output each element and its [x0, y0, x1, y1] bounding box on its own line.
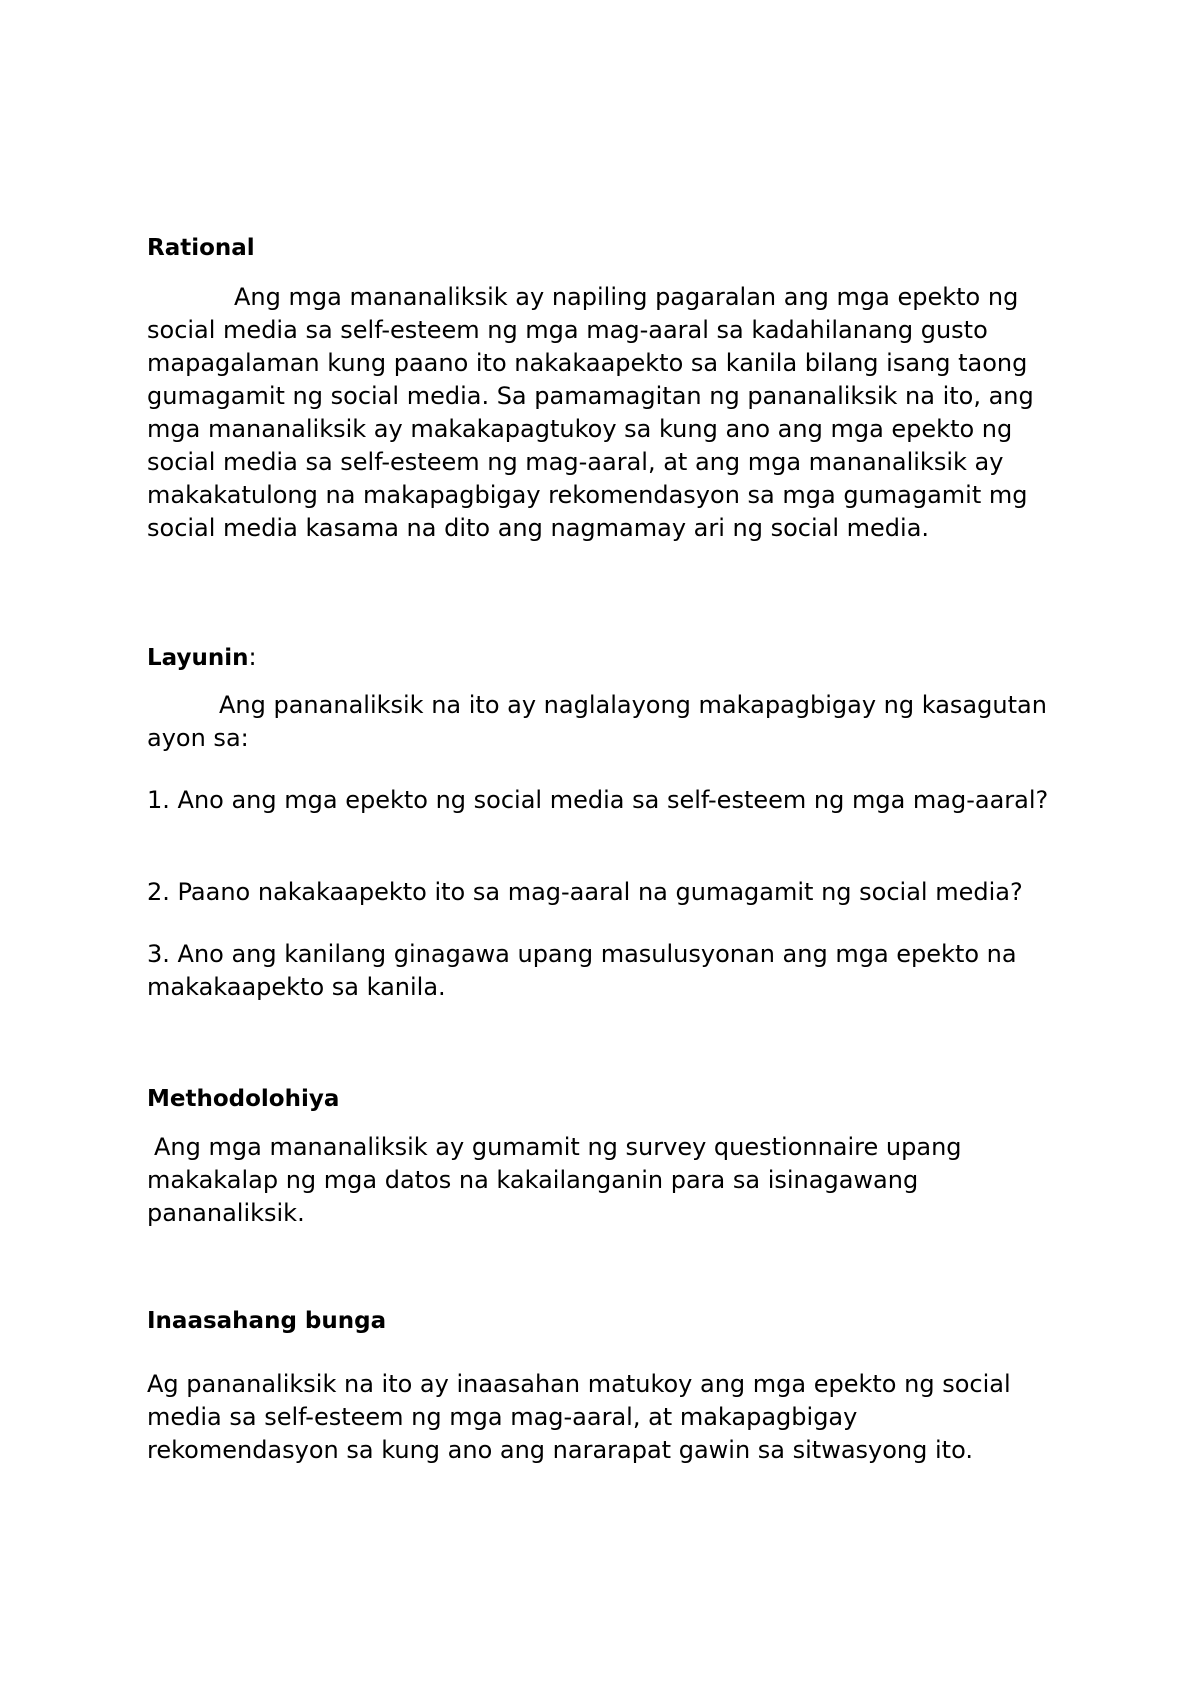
- layunin-list-item: 3. Ano ang kanilang ginagawa upang masulusyonan ang mga epekto na makakaapekto sa kanila.: [147, 940, 1017, 1001]
- layunin-list-item: 1. Ano ang mga epekto ng social media sa self-esteem ng mga mag-aaral?: [147, 786, 1049, 814]
- layunin-heading-line: [147, 641, 1087, 675]
- section-heading-inaasahang-bunga: Inaasahang bunga: [147, 1308, 387, 1334]
- layunin-intro-paragraph: Ang pananaliksik na ito ay naglalayong makapagbigay ng kasagutan ayon sa:: [147, 691, 1047, 752]
- methodolohiya-paragraph: Ang mga mananaliksik ay gumamit ng survey questionnaire upang makakalap ng mga datos na kakailanganin para sa isinagawang pananaliksik.: [147, 1133, 962, 1227]
- section-heading-rational: Rational: [147, 235, 255, 261]
- rational-paragraph: Ang mga mananaliksik ay napiling pagaralan ang mga epekto ng social media sa self-esteem ng mga mag-aaral sa kadahilanang gusto mapagalaman kung paano ito nakakaapekto sa kanila bilang isang taong gumagamit ng social media. Sa pamamagitan ng pananaliksik na ito, ang mga mananaliksik ay makakapagtukoy sa kung ano ang mga epekto ng social media sa self-esteem ng mag-aaral, at ang mga mananaliksik ay makakatulong na makapagbigay rekomendasyon sa mga gumagamit mg social media kasama na dito ang nagmamay ari ng social media.: [147, 283, 1034, 542]
- layunin-list-item: 2. Paano nakakaapekto ito sa mag-aaral na gumagamit ng social media?: [147, 878, 1023, 906]
- section-heading-methodolohiya: Methodolohiya: [147, 1086, 340, 1112]
- section-heading-layunin: Layunin: [147, 645, 249, 671]
- layunin-heading-colon: :: [248, 643, 257, 671]
- inaasahang-bunga-paragraph: Ag pananaliksik na ito ay inaasahan matukoy ang mga epekto ng social media sa self-esteem ng mga mag-aaral, at makapagbigay rekomendasyon sa kung ano ang nararapat gawin sa sitwasyong ito.: [147, 1370, 1011, 1464]
